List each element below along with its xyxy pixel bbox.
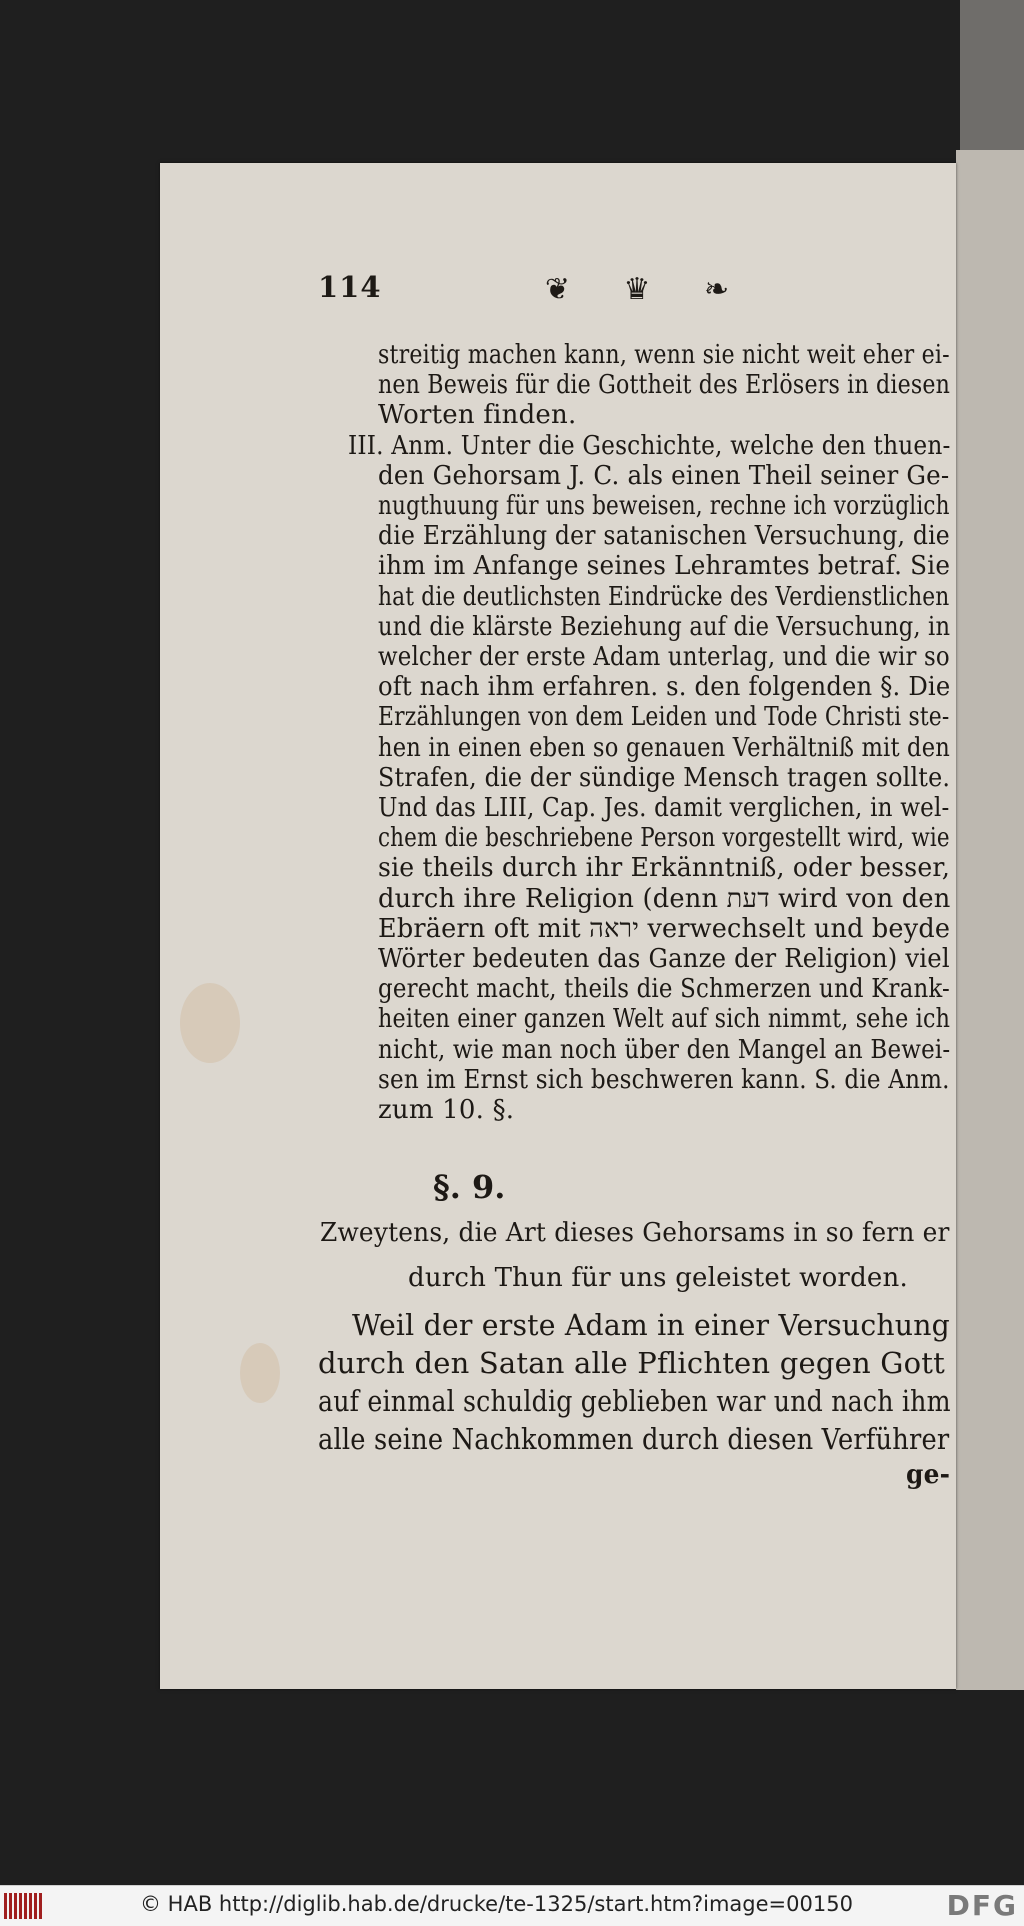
scan-edge-top — [960, 0, 1024, 160]
text-line: alle seine Nachkommen durch diesen Verführer — [318, 1422, 950, 1456]
text-line: gerecht macht, theils die Schmerzen und Krank- — [378, 974, 950, 1005]
text-line: Ebräern oft mit יראה verwechselt und beyde — [378, 913, 951, 944]
next-page-edge — [956, 150, 1024, 1690]
text-line: III. Anm. Unter die Geschichte, welche den thuen- — [348, 430, 951, 461]
running-header — [318, 270, 878, 310]
text-line: durch ihre Religion (denn דעת wird von den — [378, 883, 951, 914]
paper-stain — [180, 983, 240, 1063]
hab-logo-icon — [4, 1893, 44, 1919]
text-line: die Erzählung der satanischen Versuchung, die — [378, 521, 950, 552]
text-line: Und das LIII, Cap. Jes. damit verglichen, in wel- — [378, 793, 950, 823]
text-line: ihm im Anfange seines Lehramtes betraf. Sie — [378, 551, 951, 582]
section-number: §. 9. — [433, 1168, 506, 1206]
text-line: chem die beschriebene Person vorgestellt wird, wie — [378, 823, 950, 854]
text-line: den Gehorsam J. C. als einen Theil seiner Ge- — [378, 460, 950, 491]
text-line: welcher der erste Adam unterlag, und die wir so — [378, 642, 950, 672]
header-ornament: ❦ ♛ ❧ — [544, 272, 752, 307]
section-heading-line: Zweytens, die Art dieses Gehorsams in so fern er — [320, 1218, 950, 1248]
text-line: Strafen, die der sündige Mensch tragen sollte. — [378, 762, 951, 793]
text-line: nugthuung für uns beweisen, rechne ich vorzüglich — [378, 491, 950, 521]
text-line: Wörter bedeuten das Ganze der Religion) viel — [378, 944, 950, 974]
catchword: ge- — [906, 1460, 951, 1490]
text-line: heiten einer ganzen Welt auf sich nimmt, sehe ich — [378, 1004, 951, 1035]
text-line: Weil der erste Adam in einer Versuchung — [352, 1308, 950, 1342]
footer-url[interactable]: © HAB http://diglib.hab.de/drucke/te-1325/start.htm?image=00150 — [140, 1892, 853, 1916]
text-line: hat die deutlichsten Eindrücke des Verdienstlichen — [378, 581, 950, 612]
text-line: nicht, wie man noch über den Mangel an Bewei- — [378, 1034, 951, 1065]
text-line: und die klärste Beziehung auf die Versuchung, in — [378, 611, 951, 642]
text-line: streitig machen kann, wenn sie nicht weit eher ei- — [378, 340, 950, 370]
page-number: 114 — [318, 270, 382, 304]
text-line: oft nach ihm erfahren. s. den folgenden §. Die — [378, 672, 951, 703]
viewer-footer — [0, 1885, 1024, 1926]
text-line: Erzählungen von dem Leiden und Tode Christi ste- — [378, 702, 950, 733]
dfg-logo: DFG — [946, 1889, 1018, 1922]
text-line: auf einmal schuldig geblieben war und nach ihm — [318, 1384, 951, 1418]
text-line: nen Beweis für die Gottheit des Erlösers in diesen — [378, 370, 951, 401]
section-heading-line: durch Thun für uns geleistet worden. — [408, 1263, 908, 1293]
text-line: Worten finden. — [378, 400, 577, 431]
text-line: durch den Satan alle Pflichten gegen Gott — [318, 1346, 945, 1380]
text-line: zum 10. §. — [378, 1095, 515, 1125]
text-line: sen im Ernst sich beschweren kann. S. die Anm. — [378, 1064, 950, 1095]
text-line: hen in einen eben so genauen Verhältniß mit den — [378, 732, 950, 763]
text-line: sie theils durch ihr Erkänntniß, oder besser, — [378, 853, 951, 884]
paper-stain — [240, 1343, 280, 1403]
